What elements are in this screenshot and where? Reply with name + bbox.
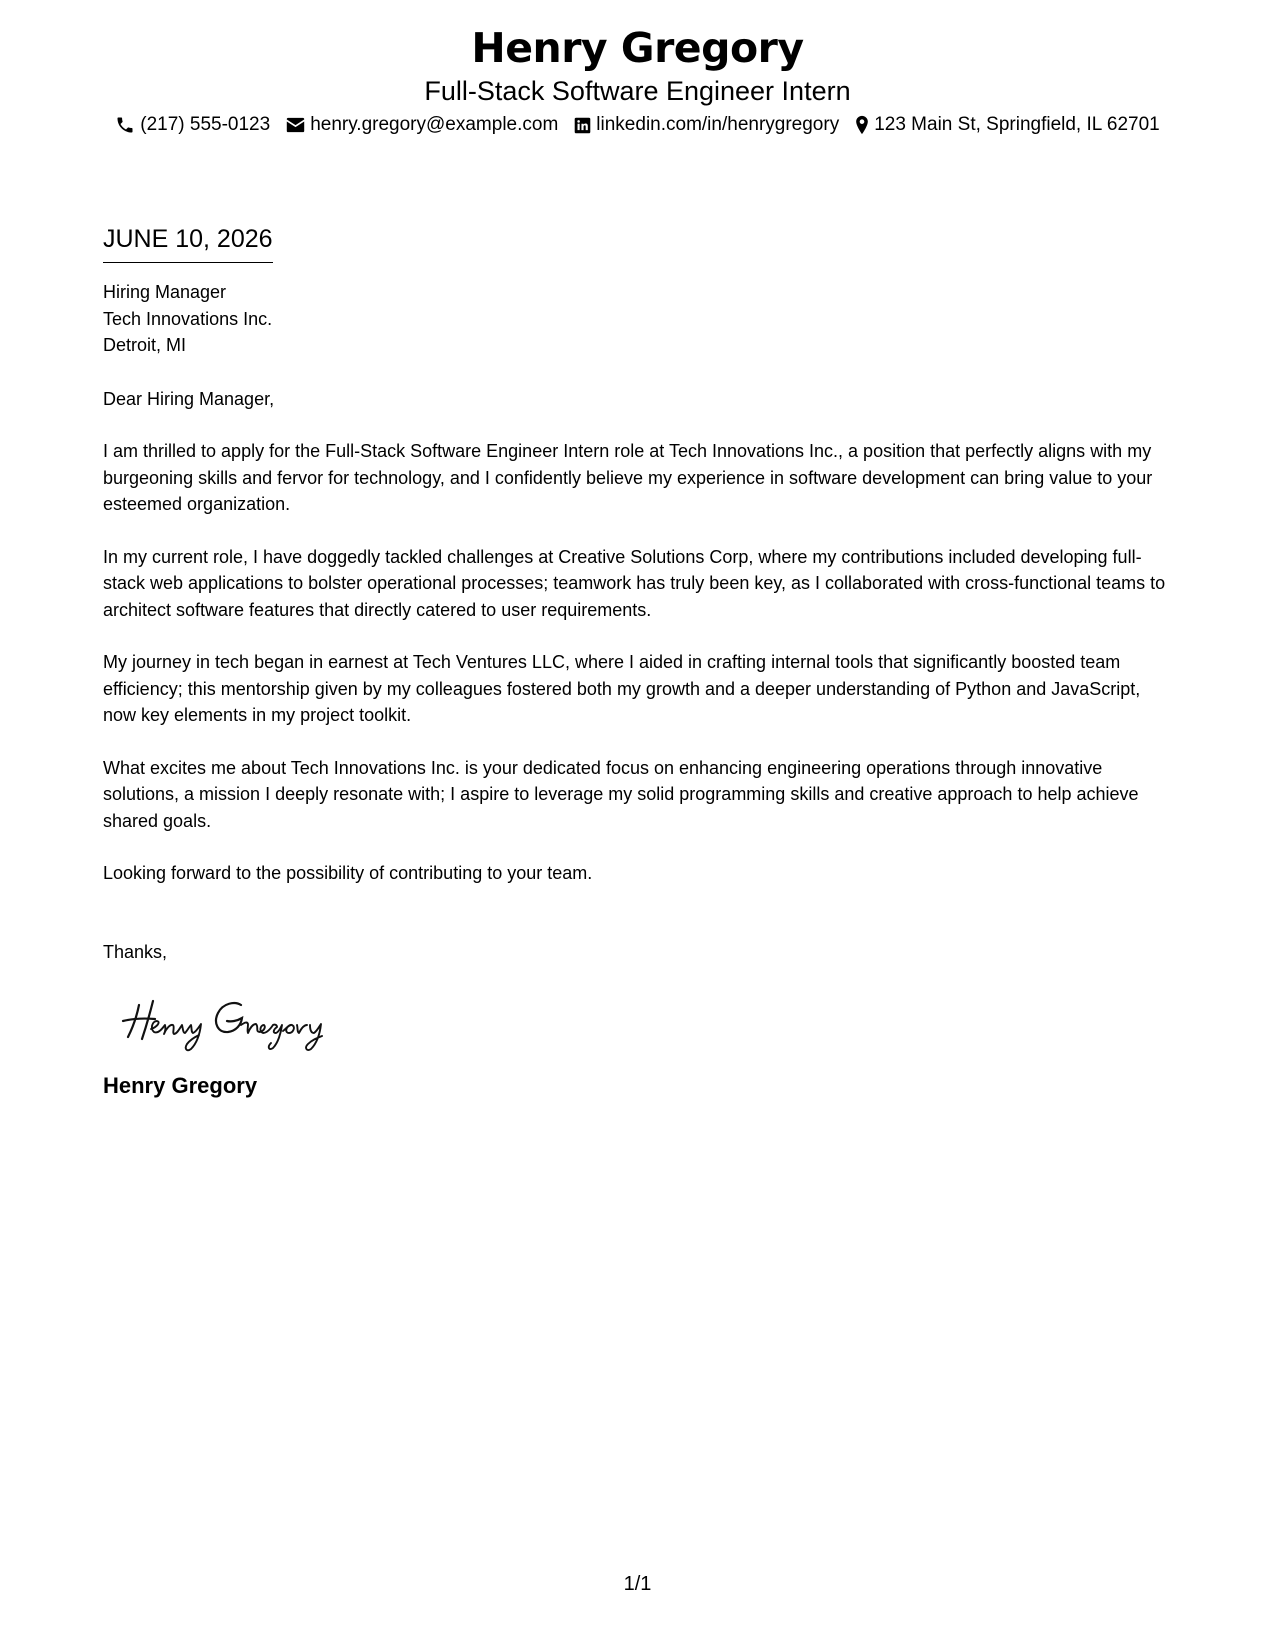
signer-name: Henry Gregory [103,1073,258,1098]
handwritten-signature [117,991,357,1053]
envelope-icon [286,117,305,133]
page-number: 1/1 [623,1573,652,1595]
phone-icon [115,115,135,135]
salutation: Dear Hiring Manager, [103,388,275,409]
recipient-block [103,279,1178,359]
body-paragraph: What excites me about Tech Innovations Inc. is your dedicated focus on enhancing engineering operations through innovative solutions, a mission I deeply resonate with; I aspire to leverage my solid programming skills and creative approach to help achieve shared goals. [103,757,1139,831]
contact-email-text[interactable]: henry.gregory@example.com [310,114,559,135]
contact-address-text: 123 Main St, Springfield, IL 62701 [874,114,1160,135]
signoff: Thanks, [103,941,168,962]
contact-bar [0,113,1275,137]
recipient-title: Hiring Manager [103,282,227,302]
map-pin-icon [855,115,869,135]
recipient-location: Detroit, MI [103,335,187,355]
letter-header [0,22,1275,108]
contact-linkedin[interactable] [574,113,839,137]
letter-date: JUNE 10, 2026 [103,222,273,263]
closing-line: Looking forward to the possibility of contributing to your team. [103,863,593,883]
contact-email[interactable] [286,113,558,137]
contact-phone [115,113,270,137]
body-paragraph: In my current role, I have doggedly tackled challenges at Creative Solutions Corp, where my contributions included developing full-stack web applications to bolster operational processes; teamwork has truly been key, as I collaborated with cross-functional teams to architect software features that directly catered to user requirements. [103,546,1166,620]
body-paragraph: I am thrilled to apply for the Full-Stack Software Engineer Intern role at Tech Innovations Inc., a position that perfectly aligns with my burgeoning skills and fervor for technology, and I confidently believe my experience in software development can bring value to your esteemed organization. [103,441,1153,514]
applicant-role: Full-Stack Software Engineer Intern [424,76,851,106]
letter-body [103,222,1178,1100]
contact-address [855,113,1160,137]
contact-phone-text: (217) 555-0123 [140,114,271,135]
applicant-name: Henry Gregory [471,24,804,72]
recipient-company: Tech Innovations Inc. [103,308,273,329]
contact-linkedin-text[interactable]: linkedin.com/in/henrygregory [596,114,840,135]
linkedin-icon [574,117,591,134]
body-paragraph: My journey in tech began in earnest at Tech Ventures LLC, where I aided in crafting internal tools that significantly boosted team efficiency; this mentorship given by my colleagues fostered both my growth and a deeper understanding of Python and JavaScript, now key elements in my project toolkit. [103,652,1141,725]
